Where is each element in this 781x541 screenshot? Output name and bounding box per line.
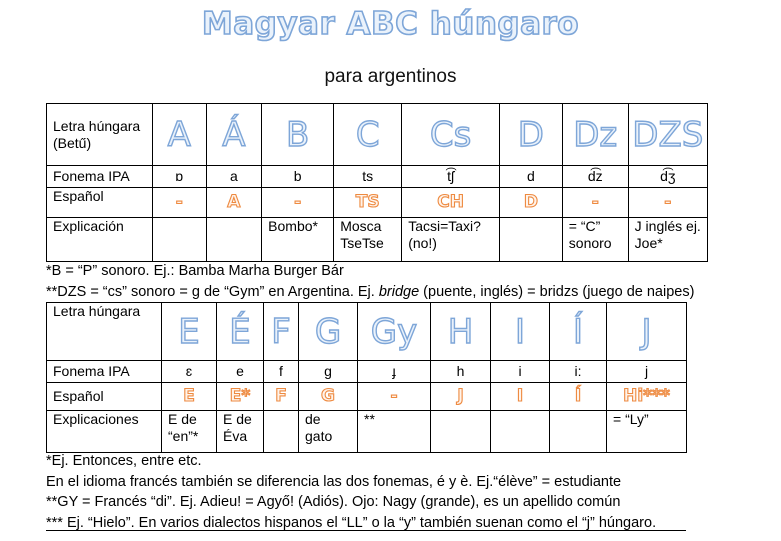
table2-expl-cell: de gato — [299, 411, 358, 453]
table1-ipa-cell: d͡z — [562, 166, 628, 188]
table2-ipa-cell: i — [491, 361, 550, 383]
page-title: Magyar ABC húngaro — [201, 6, 580, 42]
table1-esp-cell: D — [499, 188, 562, 218]
table1-expl-cell — [499, 218, 562, 262]
note-j: *** Ej. “Hielo”. En varios dialectos hispanos el “LL” o la “y” también suenan como el “j” húngaro. — [46, 515, 657, 531]
table2-header-ipa: Fonema IPA — [47, 361, 162, 383]
note-e: *Ej. Entonces, entre etc. — [46, 453, 202, 469]
table2-letter-e: E — [162, 303, 217, 361]
table1-expl-cell — [206, 218, 262, 262]
table1-esp-cell: - — [262, 188, 334, 218]
table1-ipa-cell: b — [262, 166, 334, 188]
note-dzs — [46, 283, 694, 301]
table2-ipa-cell: ɟ — [358, 361, 431, 383]
note-dzs-main: **DZS = “cs” sonoro = g de “Gym” en Argentina. Ej. — [46, 284, 379, 300]
table2-expl-cell: E de Éva — [217, 411, 264, 453]
table2-esp-cell: E* — [217, 383, 264, 411]
note-dzs-tail: (puente, inglés) = bridzs (juego de naipes) — [419, 284, 695, 300]
table1-header-espanol: Español — [47, 188, 153, 218]
table1-ipa-cell: t͡ʃ — [402, 166, 500, 188]
table2-expl-cell — [431, 411, 491, 453]
table2-row-ipa — [47, 361, 687, 383]
table2-expl-cell — [264, 411, 299, 453]
table1-expl-cell — [153, 218, 207, 262]
table1-header-ipa: Fonema IPA — [47, 166, 153, 188]
table2-esp-cell: J — [431, 383, 491, 411]
table2-letter-i: I — [491, 303, 550, 361]
table2-letter-j: J — [607, 303, 687, 361]
table2-expl-cell: = “Ly” — [607, 411, 687, 453]
table2-letter-gy: Gy — [358, 303, 431, 361]
table2-ipa-cell: j — [607, 361, 687, 383]
table1-row-expl — [47, 218, 708, 262]
note-frances: En el idioma francés también se diferencia las dos fonemas, é y è. Ej.“élève” = estudiante — [46, 474, 622, 490]
table2-ipa-cell: e — [217, 361, 264, 383]
table1-expl-cell: Bombo* — [262, 218, 334, 262]
alphabet-table-2 — [46, 302, 687, 453]
table2-esp-cell: - — [358, 383, 431, 411]
table1-letter-a-acute: Á — [206, 104, 262, 166]
table1-row-letter — [47, 104, 708, 166]
table2-expl-cell: E de “en”* — [162, 411, 217, 453]
table1-esp-cell: - — [628, 188, 707, 218]
table1-letter-a: A — [153, 104, 207, 166]
table1-expl-cell: = “C” sonoro — [562, 218, 628, 262]
table1-letter-c: C — [334, 104, 402, 166]
table2-letter-g: G — [299, 303, 358, 361]
note-b: *B = “P” sonoro. Ej.: Bamba Marha Burger Bár — [46, 263, 344, 279]
page-subtitle: para argentinos — [324, 66, 457, 87]
table2-esp-cell: E — [162, 383, 217, 411]
table2-row-letter — [47, 303, 687, 361]
table2-header-espanol: Español — [47, 383, 162, 411]
table1-ipa-cell: a — [206, 166, 262, 188]
table2-expl-cell — [491, 411, 550, 453]
table1-ipa-cell: ɒ — [153, 166, 207, 188]
table1-letter-dzs: DZS — [628, 104, 707, 166]
table2-esp-cell: Í — [550, 383, 607, 411]
table2-expl-cell — [550, 411, 607, 453]
table1-expl-cell: J inglés ej. Joe* — [628, 218, 707, 262]
table2-expl-cell: ** — [358, 411, 431, 453]
table1-letter-cs: Cs — [402, 104, 500, 166]
table2-ipa-cell: f — [264, 361, 299, 383]
alphabet-table-1 — [46, 103, 708, 262]
table2-letter-f: F — [264, 303, 299, 361]
note-gy: **GY = Francés “di”. Ej. Adieu! = Agyő! (Adiós). Ojo: Nagy (grande), es un apellido común — [46, 494, 621, 510]
table1-row-ipa — [47, 166, 708, 188]
table1-esp-cell: - — [153, 188, 207, 218]
table2-row-espanol — [47, 383, 687, 411]
table2-header-expl: Explicaciones — [47, 411, 162, 453]
table2-letter-e-acute: É — [217, 303, 264, 361]
table1-row-espanol — [47, 188, 708, 218]
table2-ipa-cell: i: — [550, 361, 607, 383]
table1-header-letter: Letra húngara (Betű) — [47, 104, 153, 166]
table2-esp-cell: Hi*** — [607, 383, 687, 411]
table1-ipa-cell: d͡ʒ — [628, 166, 707, 188]
table1-expl-cell: Mosca TseTse — [334, 218, 402, 262]
table1-expl-cell: Tacsi=Taxi? (no!) — [402, 218, 500, 262]
table2-letter-h: H — [431, 303, 491, 361]
table2-esp-cell: I — [491, 383, 550, 411]
table2-header-letter: Letra húngara — [47, 303, 162, 361]
table2-letter-i-acute: Í — [550, 303, 607, 361]
table1-letter-dz: Dz — [562, 104, 628, 166]
table2-ipa-cell: g — [299, 361, 358, 383]
table1-esp-cell: TS — [334, 188, 402, 218]
table2-ipa-cell: h — [431, 361, 491, 383]
table1-letter-b: B — [262, 104, 334, 166]
table2-ipa-cell: ɛ — [162, 361, 217, 383]
table1-ipa-cell: ts — [334, 166, 402, 188]
table2-esp-cell: F — [264, 383, 299, 411]
table1-esp-cell: A — [206, 188, 262, 218]
table1-esp-cell: - — [562, 188, 628, 218]
table1-header-expl: Explicación — [47, 218, 153, 262]
table1-ipa-cell: d — [499, 166, 562, 188]
note-dzs-italic: bridge — [378, 284, 420, 300]
table2-esp-cell: G — [299, 383, 358, 411]
table2-row-expl — [47, 411, 687, 453]
table1-esp-cell: CH — [402, 188, 500, 218]
table1-letter-d: D — [499, 104, 562, 166]
